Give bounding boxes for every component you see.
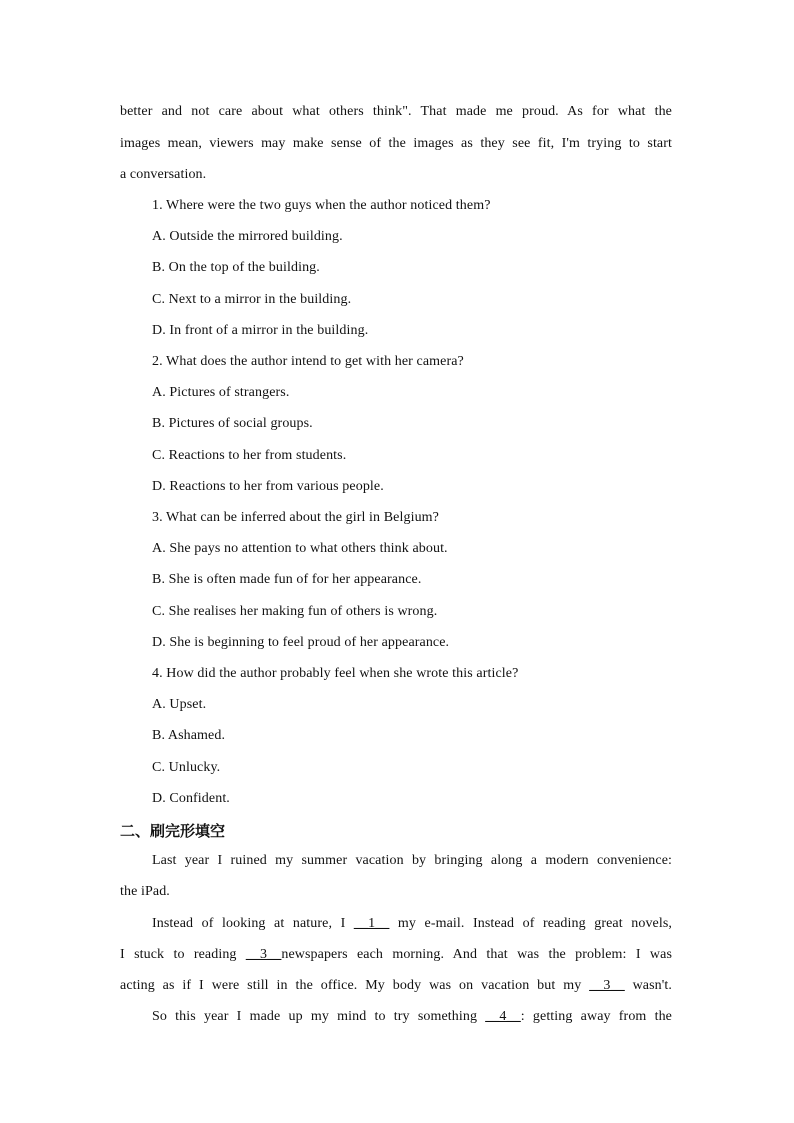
cloze-text: I stuck to reading xyxy=(120,947,246,962)
answer-option: C. She realises her making fun of others is wrong. xyxy=(152,604,438,619)
cloze-line xyxy=(120,946,672,964)
answer-option: D. In front of a mirror in the building. xyxy=(152,323,369,338)
cloze-line xyxy=(152,1008,672,1026)
answer-option: A. Outside the mirrored building. xyxy=(152,229,343,244)
answer-option: D. Confident. xyxy=(152,791,230,806)
cloze-blank-2[interactable]: __3__ xyxy=(245,947,282,962)
passage-line: images mean, viewers may make sense of the images as they see fit, I'm trying to start xyxy=(120,136,672,151)
passage-line: better and not care about what others think". That made me proud. As for what the xyxy=(120,104,672,119)
cloze-blank-4[interactable]: __4__ xyxy=(485,1009,521,1024)
cloze-line xyxy=(120,977,672,995)
cloze-text: : getting away from the xyxy=(520,1009,672,1024)
section-heading: 二、刷完形填空 xyxy=(120,822,226,840)
answer-option: A. Upset. xyxy=(152,697,207,712)
answer-option: C. Unlucky. xyxy=(152,760,221,775)
passage-line: a conversation. xyxy=(120,167,207,182)
cloze-line: Last year I ruined my summer vacation by bringing along a modern convenience: xyxy=(152,853,672,868)
answer-option: B. Pictures of social groups. xyxy=(152,416,313,431)
answer-option: A. Pictures of strangers. xyxy=(152,385,290,400)
cloze-text: newspapers each morning. And that was the problem: I was xyxy=(281,947,672,962)
question-stem: 1. Where were the two guys when the author noticed them? xyxy=(152,198,491,213)
cloze-blank-3[interactable]: __3__ xyxy=(589,978,625,993)
answer-option: C. Next to a mirror in the building. xyxy=(152,292,352,307)
question-stem: 3. What can be inferred about the girl in Belgium? xyxy=(152,510,439,525)
cloze-blank-1[interactable]: __1__ xyxy=(353,916,390,931)
question-stem: 4. How did the author probably feel when she wrote this article? xyxy=(152,666,519,681)
cloze-line: the iPad. xyxy=(120,884,170,899)
cloze-text: So this year I made up my mind to try something xyxy=(152,1009,486,1024)
cloze-text: my e-mail. Instead of reading great novels, xyxy=(389,916,672,931)
answer-option: B. On the top of the building. xyxy=(152,260,320,275)
answer-option: D. She is beginning to feel proud of her appearance. xyxy=(152,635,450,650)
cloze-text: acting as if I were still in the office. My body was on vacation but my xyxy=(120,978,590,993)
cloze-text: wasn't. xyxy=(624,978,672,993)
question-stem: 2. What does the author intend to get with her camera? xyxy=(152,354,464,369)
cloze-text: Instead of looking at nature, I xyxy=(152,916,354,931)
answer-option: B. She is often made fun of for her appearance. xyxy=(152,572,422,587)
answer-option: A. She pays no attention to what others think about. xyxy=(152,541,448,556)
answer-option: D. Reactions to her from various people. xyxy=(152,479,384,494)
cloze-line xyxy=(152,915,672,933)
answer-option: C. Reactions to her from students. xyxy=(152,448,347,463)
answer-option: B. Ashamed. xyxy=(152,728,226,743)
